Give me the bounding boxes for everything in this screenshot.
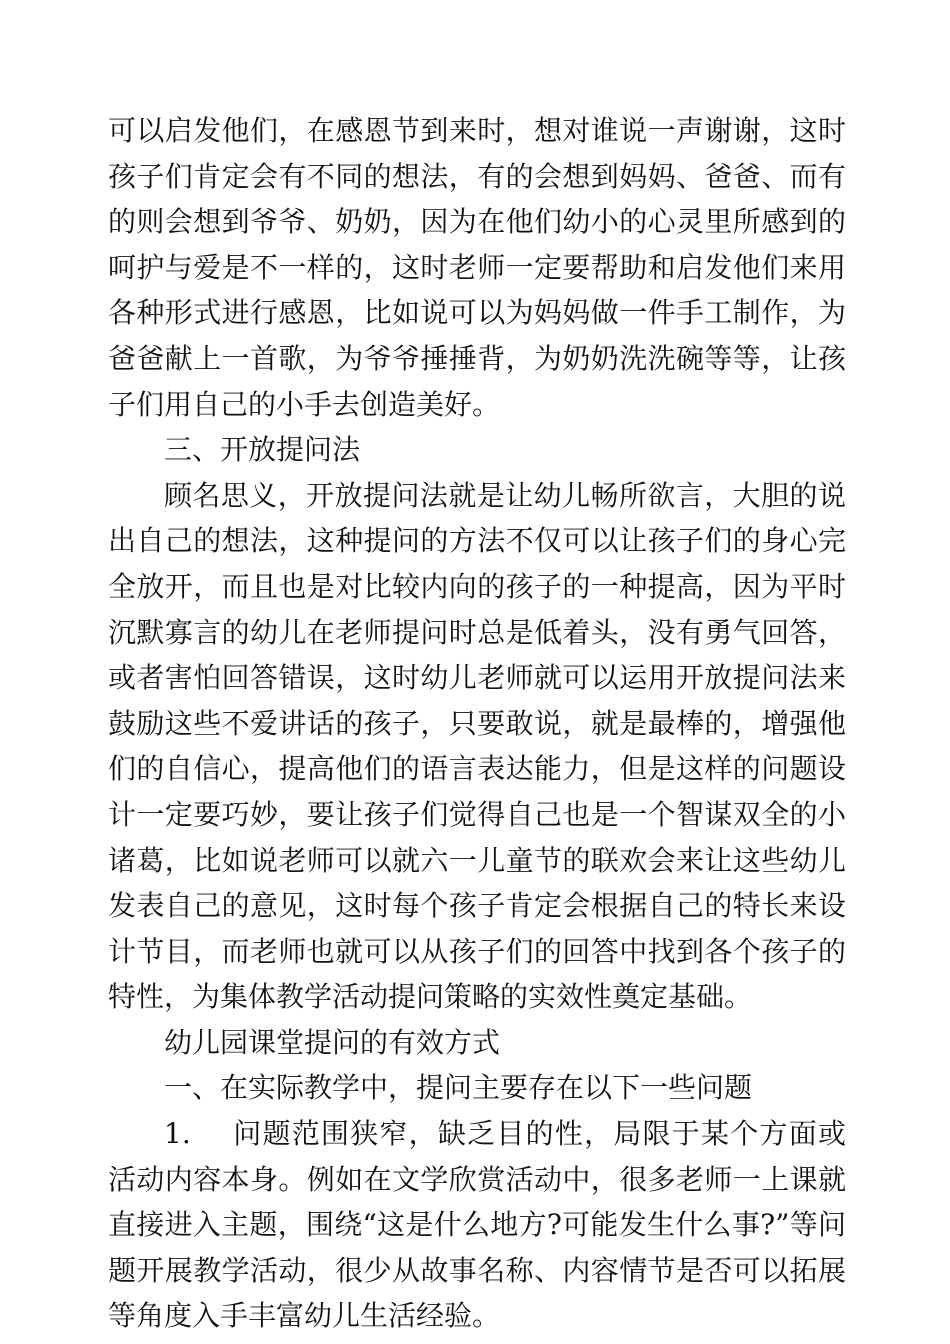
document-page [108,108,846,1339]
section-heading-open-questioning: 三、开放提问法 [164,433,361,467]
section-heading-problems: 一、在实际教学中，提问主要存在以下一些问题 [164,1071,753,1105]
list-item-text: 问题范围狭窄，缺乏目的性，局限于某个方面或活动内容本身。例如在文学欣赏活动中，很多老师一上课就直接进入主题，围绕“这是什么地方?可能发生什么事?”等问题开展教学活动，很少从故事名称、内容情节是否可以拓展等角度入手丰富幼儿生活经验。 [108,1117,846,1333]
list-item-number: 1. [164,1117,191,1151]
paragraph-open-questioning: 顾名思义，开放提问法就是让幼儿畅所欲言，大胆的说出自己的想法，这种提问的方法不仅可以让孩子们的身心完全放开，而且也是对比较内向的孩子的一种提高，因为平时沉默寡言的幼儿在老师提问时总是低着头，没有勇气回答，或者害怕回答错误，这时幼儿老师就可以运用开放提问法来鼓励这些不爱讲话的孩子，只要敢说，就是最棒的，增强他们的自信心，提高他们的语言表达能力，但是这样的问题设计一定要巧妙，要让孩子们觉得自己也是一个智谋双全的小诸葛，比如说老师可以就六一儿童节的联欢会来让这些幼儿发表自己的意见，这时每个孩子肯定会根据自己的特长来设计节目，而老师也就可以从孩子们的回答中找到各个孩子的特性，为集体教学活动提问策略的实效性奠定基础。 [108,478,846,1014]
list-item-1 [108,1111,846,1339]
paragraph-gratitude-continuation: 可以启发他们，在感恩节到来时，想对谁说一声谢谢，这时孩子们肯定会有不同的想法，有的会想到妈妈、爸爸、而有的则会想到爷爷、奶奶，因为在他们幼小的心灵里所感到的呵护与爱是不一样的，这时老师一定要帮助和启发他们来用各种形式进行感恩，比如说可以为妈妈做一件手工制作，为爸爸献上一首歌，为爷爷捶捶背，为奶奶洗洗碗等等，让孩子们用自己的小手去创造美好。 [108,114,846,421]
document-title-effective-questioning: 幼儿园课堂提问的有效方式 [164,1025,501,1059]
